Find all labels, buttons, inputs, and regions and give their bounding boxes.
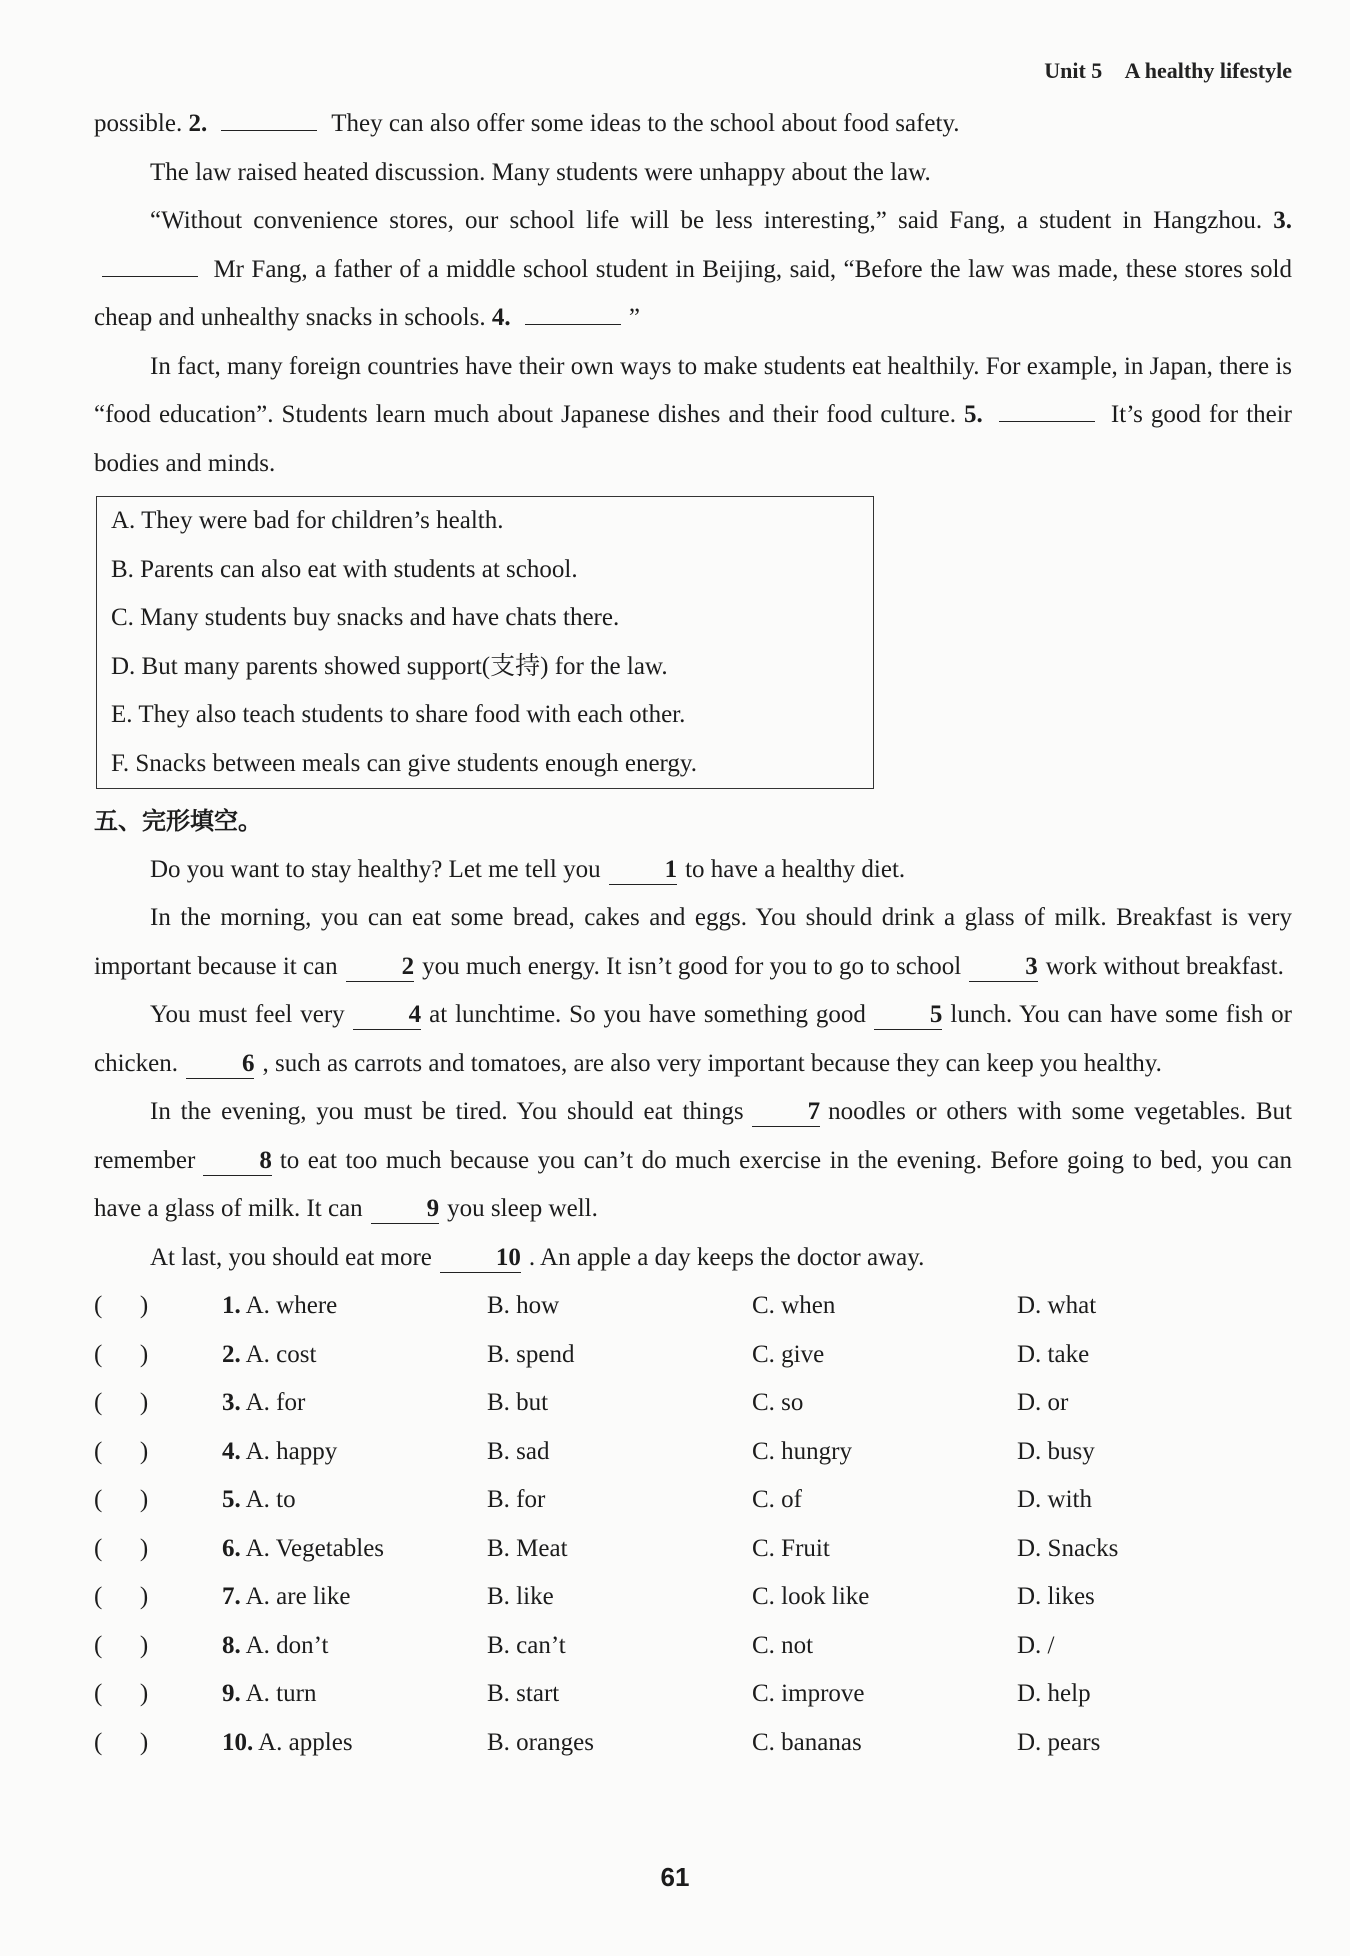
choice-b[interactable]: B. can’t: [487, 1631, 566, 1659]
choice-d[interactable]: D. take: [1017, 1340, 1090, 1368]
answer-paren[interactable]: ( ): [94, 1486, 149, 1513]
option-item: E. They also teach students to share food with each other.: [111, 701, 686, 728]
choice-c[interactable]: C. when: [752, 1292, 836, 1319]
cloze-blank[interactable]: 4: [353, 1001, 422, 1030]
cloze-blank[interactable]: 8: [203, 1147, 272, 1176]
choice-c[interactable]: C. look like: [752, 1583, 870, 1610]
answer-paren[interactable]: ( ): [94, 1631, 149, 1659]
answer-paren[interactable]: ( ): [94, 1728, 149, 1756]
cloze-blank[interactable]: 5: [874, 1001, 943, 1030]
cloze-blank[interactable]: 3: [969, 953, 1038, 982]
cloze-blank[interactable]: 9: [371, 1195, 440, 1224]
page-header: [1044, 58, 1292, 84]
choice-d[interactable]: D. what: [1017, 1292, 1097, 1319]
choice-b[interactable]: B. spend: [487, 1340, 575, 1368]
answer-blank-3[interactable]: [102, 248, 198, 277]
option-item: A. They were bad for children’s health.: [111, 507, 504, 534]
choice-d[interactable]: D. with: [1017, 1486, 1092, 1513]
choice-c[interactable]: C. not: [752, 1631, 814, 1659]
section-title: 五、完形填空。: [94, 807, 262, 835]
choice-a[interactable]: 6. A. Vegetables: [222, 1534, 385, 1562]
choice-d[interactable]: D. busy: [1017, 1437, 1095, 1465]
choice-b[interactable]: B. but: [487, 1389, 549, 1416]
cloze-paragraph: Do you want to stay healthy? Let me tell you 1 to have a healthy diet.: [150, 855, 906, 883]
choice-b[interactable]: B. like: [487, 1583, 554, 1610]
choice-d[interactable]: D. pears: [1017, 1728, 1101, 1756]
cloze-blank[interactable]: 1: [609, 856, 678, 885]
passage-paragraph: “Without convenience stores, our school life will be less interesting,” said Fang, a student in Hangzhou. 3. Mr Fang, a father of a middle school student in Beijing, said, “Before the law was made, these stores sold cheap and unhealthy snacks in schools. 4. ”: [94, 207, 1292, 331]
passage-paragraph: The law raised heated discussion. Many students were unhappy about the law.: [150, 158, 931, 186]
choice-b[interactable]: B. sad: [487, 1437, 550, 1465]
answer-blank-4[interactable]: [525, 296, 621, 325]
option-item: C. Many students buy snacks and have chats there.: [111, 604, 620, 631]
choice-c[interactable]: C. hungry: [752, 1437, 852, 1465]
choice-a[interactable]: 9. A. turn: [222, 1680, 317, 1707]
option-item: D. But many parents showed support(支持) for the law.: [111, 652, 668, 680]
choice-d[interactable]: D. or: [1017, 1389, 1069, 1416]
cloze-paragraph: You must feel very 4 at lunchtime. So you have something good 5 lunch. You can have some fish or chicken. 6 , such as carrots and tomatoes, are also very important because they can keep you healthy.: [94, 1001, 1293, 1077]
choice-a[interactable]: 1. A. where: [222, 1292, 338, 1319]
cloze-blank[interactable]: 7: [752, 1098, 821, 1127]
cloze-blank[interactable]: 10: [440, 1244, 521, 1273]
cloze-blank[interactable]: 6: [186, 1050, 255, 1079]
choice-a[interactable]: 8. A. don’t: [222, 1631, 329, 1659]
options-box: [96, 496, 874, 789]
choice-b[interactable]: B. Meat: [487, 1534, 568, 1562]
choice-a[interactable]: 7. A. are like: [222, 1583, 351, 1610]
answer-paren[interactable]: ( ): [94, 1534, 149, 1562]
choice-d[interactable]: D. Snacks: [1017, 1534, 1119, 1562]
option-item: F. Snacks between meals can give students enough energy.: [111, 749, 698, 777]
page-number: 61: [660, 1862, 690, 1892]
choice-b[interactable]: B. for: [487, 1486, 546, 1513]
main-content: [94, 100, 1292, 1767]
cloze-paragraph: In the evening, you must be tired. You should eat things 7 noodles or others with some vegetables. But remember 8 to eat too much because you can’t do much exercise in the evening. Before going to bed, you can have a glass of milk. It can 9 you sleep well.: [94, 1098, 1292, 1222]
choice-b[interactable]: B. start: [487, 1680, 560, 1707]
choice-a[interactable]: 10. A. apples: [222, 1728, 353, 1756]
choice-a[interactable]: 3. A. for: [222, 1389, 306, 1416]
choice-a[interactable]: 2. A. cost: [222, 1340, 317, 1368]
option-item: B. Parents can also eat with students at school.: [111, 555, 578, 583]
choice-c[interactable]: C. bananas: [752, 1728, 862, 1756]
unit-label: Unit 5: [1044, 58, 1103, 83]
answer-blank-5[interactable]: [999, 393, 1095, 422]
answer-paren[interactable]: ( ): [94, 1340, 149, 1368]
cloze-blank[interactable]: 2: [346, 953, 415, 982]
choice-c[interactable]: C. of: [752, 1486, 802, 1513]
choice-d[interactable]: D. help: [1017, 1680, 1091, 1707]
choice-a[interactable]: 4. A. happy: [222, 1437, 338, 1465]
cloze-paragraph: In the morning, you can eat some bread, cakes and eggs. You should drink a glass of milk. Breakfast is very important because it can 2 you much energy. It isn’t good for you to go to school 3 work without breakfast.: [94, 904, 1292, 980]
unit-title: A healthy lifestyle: [1124, 58, 1292, 83]
choice-c[interactable]: C. so: [752, 1389, 804, 1416]
choice-a[interactable]: 5. A. to: [222, 1486, 296, 1513]
answer-paren[interactable]: ( ): [94, 1437, 149, 1465]
choice-d[interactable]: D. /: [1017, 1631, 1055, 1659]
answer-paren[interactable]: ( ): [94, 1292, 149, 1319]
choice-c[interactable]: C. improve: [752, 1680, 865, 1707]
choice-c[interactable]: C. give: [752, 1340, 825, 1368]
answer-paren[interactable]: ( ): [94, 1680, 149, 1707]
answer-paren[interactable]: ( ): [94, 1583, 149, 1610]
choice-c[interactable]: C. Fruit: [752, 1534, 830, 1562]
choice-d[interactable]: D. likes: [1017, 1583, 1095, 1610]
answer-blank-2[interactable]: [221, 102, 317, 131]
passage-line: possible. 2. They can also offer some ideas to the school about food safety.: [94, 100, 1292, 149]
answer-paren[interactable]: ( ): [94, 1389, 149, 1416]
passage-paragraph: In fact, many foreign countries have their own ways to make students eat healthily. For example, in Japan, there is “food education”. Students learn much about Japanese dishes and their food culture. 5. It’s good for their bodies and minds.: [94, 352, 1293, 477]
cloze-paragraph: At last, you should eat more 10 . An apple a day keeps the doctor away.: [150, 1243, 925, 1271]
choice-b[interactable]: B. oranges: [487, 1728, 594, 1756]
choice-b[interactable]: B. how: [487, 1292, 560, 1319]
choice-list: [94, 1282, 1292, 1767]
